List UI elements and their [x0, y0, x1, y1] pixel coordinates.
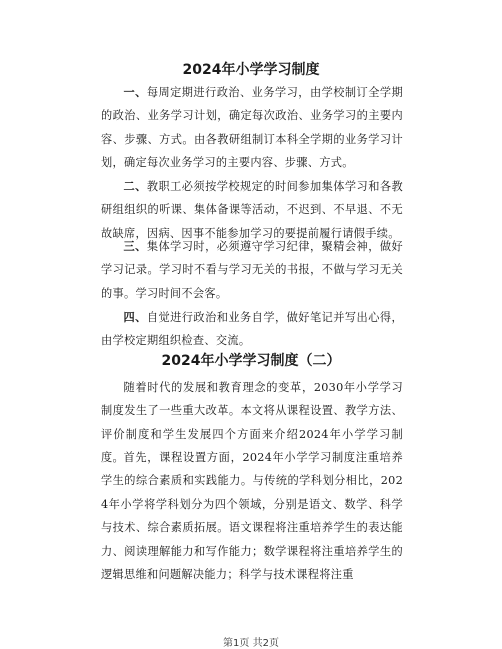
- paragraph-section-3: [101, 235, 403, 305]
- paragraph-section-4: [101, 306, 403, 353]
- section-text: 集体学习时，必须遵守学习纪律，聚精会神，做好学习记录。学习时不看与学习无关的书报，不做与学习无关的事。学习时间不会客。: [101, 240, 403, 300]
- section-title-2: 2024年小学学习制度（二）: [161, 353, 341, 369]
- section-number: 三、: [123, 240, 147, 253]
- paragraph-curriculum: 首先，课程设置方面，2024年小学学习制度注重培养学生的综合素质和实践能力。与传统的学科划分相比，2024年小学将学科划分为四个领域，分别是语文、数学、科学与技术、综合素质拓展。语文课程将注重培养学生的表达能力、阅读理解能力和写作能力；数学课程将注重培养学生的逻辑思维和问题解决能力；科学与技术课程将注重: [101, 451, 403, 582]
- paragraph-intro: 随着时代的发展和教育理念的变革，2030年小学学习制度发生了一些重大改革。本文将从课程设置、教学方法、评价制度和学生发展四个方面来介绍2024年小学学习制度。: [101, 381, 403, 465]
- section-number: 四、: [123, 311, 147, 324]
- page-footer: 第1页 共2页: [223, 638, 279, 649]
- section-text: 自觉进行政治和业务自学，做好笔记并写出心得，由学校定期组织检查、交流。: [101, 311, 403, 348]
- document-title: 2024年小学学习制度: [182, 62, 320, 78]
- paragraph-section-1: [101, 81, 403, 175]
- section-number: 二、: [123, 180, 147, 193]
- section-text: 每周定期进行政治、业务学习，由学校制订全学期的政治、业务学习计划，确定每次政治、业务学习的主要内容、步骤、方式。由各教研组制订本科全学期的业务学习计划，确定每次业务学习的主要内容、步骤、方式。: [101, 86, 403, 170]
- section-text: 教职工必须按学校规定的时间参加集体学习和各教研组组织的听课、集体备课等活动，不迟到、不早退、不无故缺席，因病、因事不能参加学习的要提前履行请假手续。: [101, 180, 403, 240]
- section-number: 一、: [123, 86, 147, 99]
